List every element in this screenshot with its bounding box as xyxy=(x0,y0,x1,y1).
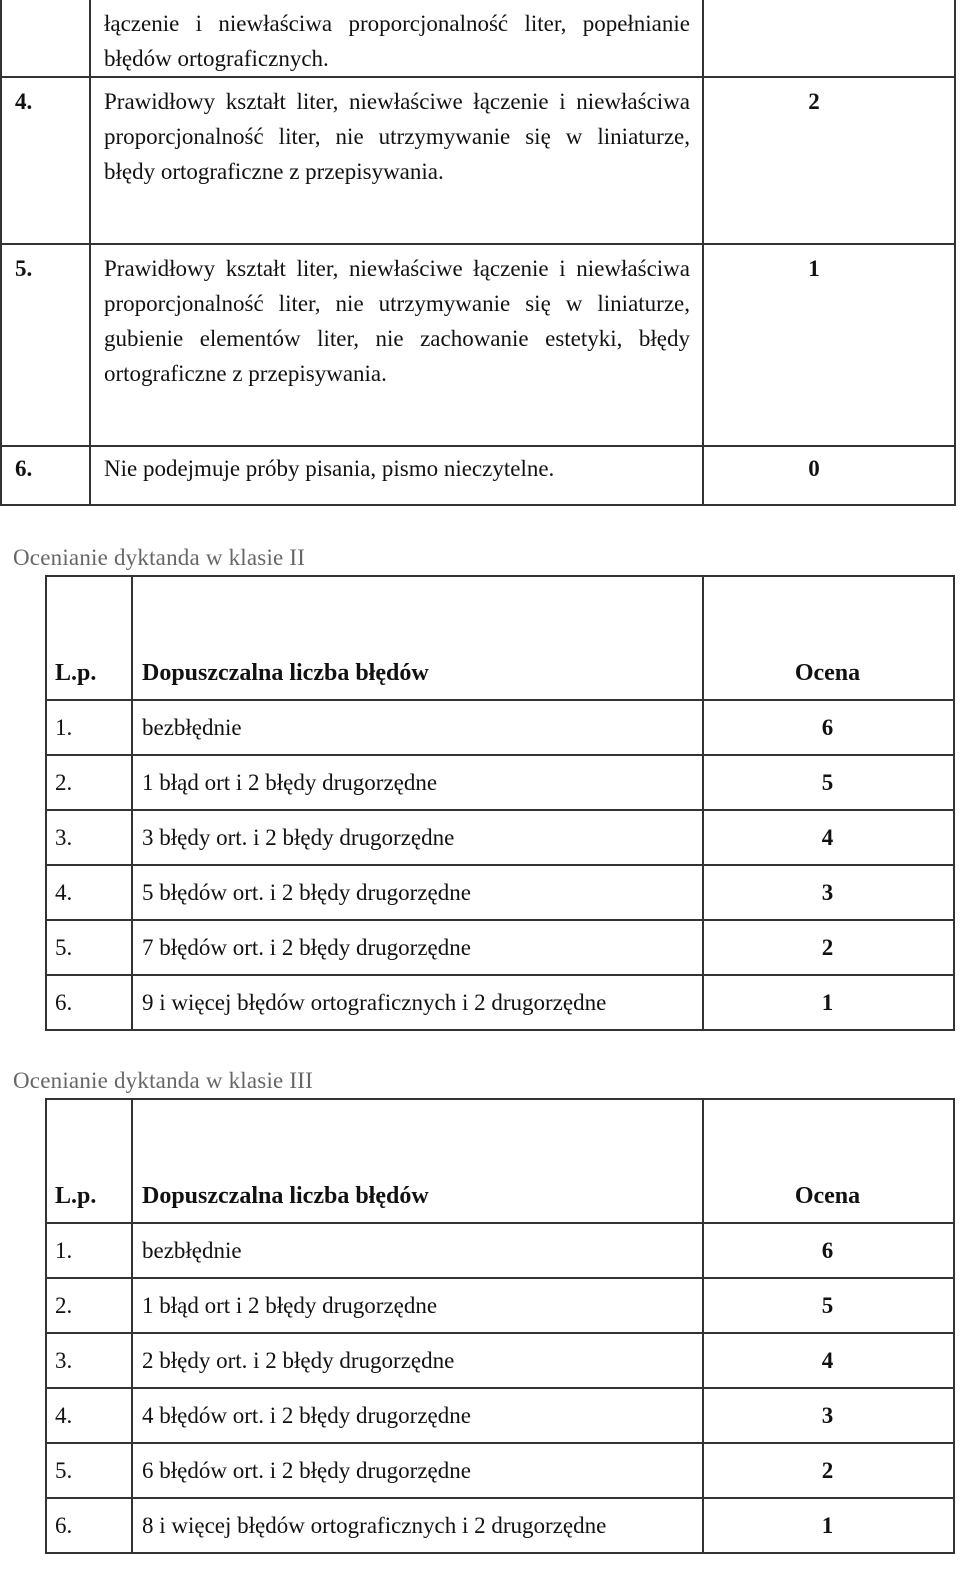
criteria-row xyxy=(1,0,955,77)
writing-criteria-table xyxy=(0,0,956,506)
grade-cell: 4 xyxy=(703,810,954,865)
grade-cell: 6 xyxy=(703,1223,954,1278)
grade-cell: 6 xyxy=(703,700,954,755)
errors-cell: bezbłędnie xyxy=(132,700,703,755)
table-row xyxy=(46,865,954,920)
criteria-number: 6. xyxy=(1,446,90,505)
table-row xyxy=(46,1223,954,1278)
lp-cell: 5. xyxy=(46,1443,132,1498)
table-row xyxy=(46,1498,954,1553)
criteria-score: 1 xyxy=(703,244,955,446)
errors-header: Dopuszczalna liczba błędów xyxy=(132,576,703,700)
grade-cell: 5 xyxy=(703,1278,954,1333)
errors-cell: 3 błędy ort. i 2 błędy drugorzędne xyxy=(132,810,703,865)
criteria-row xyxy=(1,446,955,505)
grade-cell: 3 xyxy=(703,1388,954,1443)
criteria-text: Prawidłowy kształt liter, niewłaściwe łączenie i niewłaściwa proporcjonalność liter, nie utrzymywanie się w liniaturze, gubienie elementów liter, nie zachowanie estetyki, błędy ortograficzne z przepisywania. xyxy=(90,244,703,446)
lp-cell: 4. xyxy=(46,1388,132,1443)
criteria-row xyxy=(1,244,955,446)
table-header-row xyxy=(46,576,954,700)
class-2-grading-table xyxy=(45,575,955,1031)
lp-cell: 1. xyxy=(46,700,132,755)
table-row xyxy=(46,920,954,975)
criteria-score xyxy=(703,0,955,77)
table-row xyxy=(46,810,954,865)
grade-cell: 1 xyxy=(703,975,954,1030)
table-header-row xyxy=(46,1099,954,1223)
criteria-text: Nie podejmuje próby pisania, pismo nieczytelne. xyxy=(90,446,703,505)
errors-cell: 1 błąd ort i 2 błędy drugorzędne xyxy=(132,1278,703,1333)
grade-cell: 4 xyxy=(703,1333,954,1388)
lp-cell: 3. xyxy=(46,810,132,865)
grade-cell: 5 xyxy=(703,755,954,810)
class-3-title: Ocenianie dyktanda w klasie III xyxy=(13,1068,313,1093)
errors-header: Dopuszczalna liczba błędów xyxy=(132,1099,703,1223)
errors-cell: 8 i więcej błędów ortograficznych i 2 drugorzędne xyxy=(132,1498,703,1553)
grade-header: Ocena xyxy=(703,1099,954,1223)
lp-header: L.p. xyxy=(46,1099,132,1223)
errors-cell: 9 i więcej błędów ortograficznych i 2 drugorzędne xyxy=(132,975,703,1030)
lp-cell: 1. xyxy=(46,1223,132,1278)
class-3-grading-table xyxy=(45,1098,955,1554)
criteria-number: 4. xyxy=(1,77,90,244)
lp-cell: 6. xyxy=(46,975,132,1030)
lp-cell: 6. xyxy=(46,1498,132,1553)
grade-cell: 3 xyxy=(703,865,954,920)
criteria-number: 5. xyxy=(1,244,90,446)
grade-cell: 1 xyxy=(703,1498,954,1553)
criteria-text: Prawidłowy kształt liter, niewłaściwe łączenie i niewłaściwa proporcjonalność liter, nie utrzymywanie się w liniaturze, błędy ortograficzne z przepisywania. xyxy=(90,77,703,244)
table-row xyxy=(46,975,954,1030)
table-row xyxy=(46,1333,954,1388)
table-row xyxy=(46,1443,954,1498)
errors-cell: 6 błędów ort. i 2 błędy drugorzędne xyxy=(132,1443,703,1498)
criteria-number xyxy=(1,0,90,77)
lp-cell: 2. xyxy=(46,755,132,810)
class-2-title: Ocenianie dyktanda w klasie II xyxy=(13,545,306,570)
errors-cell: 5 błędów ort. i 2 błędy drugorzędne xyxy=(132,865,703,920)
table-row xyxy=(46,700,954,755)
lp-cell: 2. xyxy=(46,1278,132,1333)
table-row xyxy=(46,755,954,810)
table-row xyxy=(46,1278,954,1333)
criteria-score: 2 xyxy=(703,77,955,244)
table-row xyxy=(46,1388,954,1443)
criteria-row xyxy=(1,77,955,244)
grade-header: Ocena xyxy=(703,576,954,700)
criteria-text: łączenie i niewłaściwa proporcjonalność liter, popełnianie błędów ortograficznych. xyxy=(90,0,703,77)
grade-cell: 2 xyxy=(703,920,954,975)
errors-cell: bezbłędnie xyxy=(132,1223,703,1278)
lp-header: L.p. xyxy=(46,576,132,700)
criteria-score: 0 xyxy=(703,446,955,505)
errors-cell: 1 błąd ort i 2 błędy drugorzędne xyxy=(132,755,703,810)
lp-cell: 5. xyxy=(46,920,132,975)
errors-cell: 7 błędów ort. i 2 błędy drugorzędne xyxy=(132,920,703,975)
lp-cell: 3. xyxy=(46,1333,132,1388)
lp-cell: 4. xyxy=(46,865,132,920)
errors-cell: 2 błędy ort. i 2 błędy drugorzędne xyxy=(132,1333,703,1388)
errors-cell: 4 błędów ort. i 2 błędy drugorzędne xyxy=(132,1388,703,1443)
grade-cell: 2 xyxy=(703,1443,954,1498)
